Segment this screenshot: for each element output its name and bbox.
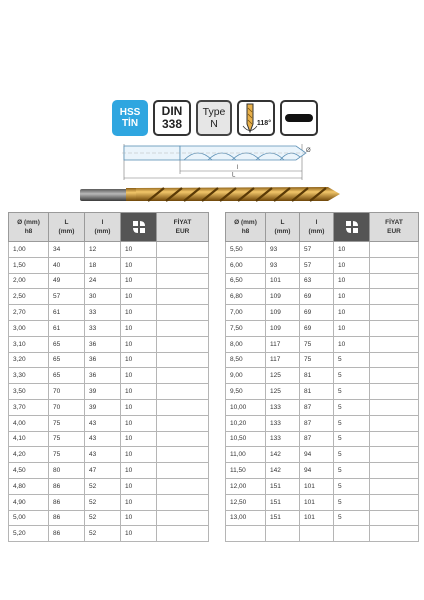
diameter-cell: 1,50 <box>9 257 49 273</box>
table-row <box>226 242 419 258</box>
diameter-cell: 2,00 <box>9 273 49 289</box>
table-row <box>226 415 419 431</box>
price-header <box>370 213 419 242</box>
flute-length-cell: 43 <box>85 415 121 431</box>
table-row <box>226 336 419 352</box>
diameter-cell: 3,70 <box>9 399 49 415</box>
length-cell: 133 <box>266 431 300 447</box>
length-cell: 86 <box>49 510 85 526</box>
flute-length-cell: 36 <box>85 352 121 368</box>
quantity-cell: 5 <box>334 447 370 463</box>
quantity-cell: 10 <box>334 336 370 352</box>
price-cell <box>157 526 209 542</box>
table-row <box>226 384 419 400</box>
flute-length-cell: 12 <box>85 242 121 258</box>
package-quantity-icon <box>121 213 157 242</box>
length-cell: 93 <box>266 242 300 258</box>
length-header <box>49 213 85 242</box>
quantity-cell: 5 <box>334 431 370 447</box>
diameter-cell: 12,50 <box>226 494 266 510</box>
price-cell <box>370 273 419 289</box>
diameter-cell: 7,00 <box>226 305 266 321</box>
diameter-cell: 7,50 <box>226 320 266 336</box>
price-cell <box>370 399 419 415</box>
price-header-line1: FİYAT <box>385 219 403 226</box>
diameter-cell: 9,00 <box>226 368 266 384</box>
flute-length-cell: 43 <box>85 431 121 447</box>
flute-length-cell: 69 <box>300 289 334 305</box>
price-header-line2: EUR <box>175 228 190 235</box>
diameter-header <box>226 213 266 242</box>
quantity-cell: 5 <box>334 478 370 494</box>
diameter-cell <box>226 526 266 542</box>
flute-length-cell: 36 <box>85 368 121 384</box>
price-header-line1: FİYAT <box>173 219 192 226</box>
table-row <box>9 242 209 258</box>
diameter-cell: 10,20 <box>226 415 266 431</box>
table-row <box>9 384 209 400</box>
flute-length-cell: 75 <box>300 336 334 352</box>
table-row <box>9 510 209 526</box>
quantity-cell: 5 <box>334 510 370 526</box>
quantity-cell: 10 <box>121 510 157 526</box>
diameter-cell: 5,20 <box>9 526 49 542</box>
flute-length-cell: 18 <box>85 257 121 273</box>
quantity-cell: 5 <box>334 368 370 384</box>
diameter-header <box>9 213 49 242</box>
quantity-cell: 10 <box>121 526 157 542</box>
quantity-cell: 10 <box>334 257 370 273</box>
length-cell: 133 <box>266 399 300 415</box>
flute-length-cell: 87 <box>300 431 334 447</box>
table-row <box>9 320 209 336</box>
price-cell <box>157 447 209 463</box>
quantity-cell: 10 <box>121 305 157 321</box>
flute-length-header <box>300 213 334 242</box>
price-cell <box>157 478 209 494</box>
price-cell <box>157 352 209 368</box>
price-cell <box>157 336 209 352</box>
length-cell: 70 <box>49 399 85 415</box>
flute-length-header-line1: l <box>101 219 104 226</box>
length-cell: 61 <box>49 320 85 336</box>
table-row <box>9 368 209 384</box>
quantity-cell: 10 <box>121 242 157 258</box>
length-cell: 49 <box>49 273 85 289</box>
flute-length-cell: 39 <box>85 399 121 415</box>
diameter-cell: 9,50 <box>226 384 266 400</box>
length-cell: 40 <box>49 257 85 273</box>
total-length-label: L <box>232 172 236 179</box>
flute-length-cell: 75 <box>300 352 334 368</box>
diameter-cell: 6,50 <box>226 273 266 289</box>
table-row <box>226 352 419 368</box>
standard-badge <box>153 100 191 136</box>
flute-length-cell: 101 <box>300 478 334 494</box>
length-header-line1: L <box>64 219 69 226</box>
diameter-cell: 5,50 <box>226 242 266 258</box>
flute-length-cell: 36 <box>85 336 121 352</box>
table-row <box>226 447 419 463</box>
flute-length-cell: 33 <box>85 320 121 336</box>
price-cell <box>157 242 209 258</box>
quantity-cell: 10 <box>334 273 370 289</box>
price-cell <box>157 415 209 431</box>
material-badge-line1: HSS <box>119 107 141 118</box>
badge-row <box>112 100 322 136</box>
length-cell: 109 <box>266 305 300 321</box>
length-cell: 117 <box>266 352 300 368</box>
table-row <box>9 305 209 321</box>
flute-length-cell: 52 <box>85 478 121 494</box>
table-row <box>226 399 419 415</box>
table-row <box>226 526 419 542</box>
flute-length-header-line1: l <box>315 219 318 226</box>
quantity-cell <box>334 526 370 542</box>
table-row <box>226 463 419 479</box>
table-row <box>9 352 209 368</box>
length-header-line2: (mm) <box>274 228 291 235</box>
length-header <box>266 213 300 242</box>
flute-length-cell: 52 <box>85 494 121 510</box>
flute-length-cell: 81 <box>300 384 334 400</box>
flute-length-cell: 47 <box>85 463 121 479</box>
right-header-row <box>226 213 419 242</box>
diameter-cell: 2,70 <box>9 305 49 321</box>
flute-length-cell: 33 <box>85 305 121 321</box>
quantity-cell: 10 <box>121 415 157 431</box>
flute-length-cell: 30 <box>85 289 121 305</box>
type-badge <box>196 100 232 136</box>
price-cell <box>157 257 209 273</box>
flute-length-label: l <box>237 165 239 171</box>
quantity-cell: 10 <box>121 368 157 384</box>
length-cell: 109 <box>266 289 300 305</box>
table-row <box>226 273 419 289</box>
diameter-cell: 6,80 <box>226 289 266 305</box>
flute-length-cell: 63 <box>300 273 334 289</box>
price-cell <box>157 368 209 384</box>
length-header-line2: (mm) <box>58 228 75 235</box>
standard-badge-line2: 338 <box>161 117 183 131</box>
length-cell: 75 <box>49 431 85 447</box>
diameter-cell: 5,00 <box>9 510 49 526</box>
length-cell: 117 <box>266 336 300 352</box>
flute-length-cell: 87 <box>300 415 334 431</box>
flute-length-cell: 43 <box>85 447 121 463</box>
length-cell: 101 <box>266 273 300 289</box>
length-cell: 80 <box>49 463 85 479</box>
length-cell: 151 <box>266 510 300 526</box>
left-header-row <box>9 213 209 242</box>
length-cell: 75 <box>49 415 85 431</box>
diameter-header-line2: h8 <box>241 228 250 235</box>
quantity-cell: 5 <box>334 399 370 415</box>
price-cell <box>157 399 209 415</box>
diameter-label: Ø <box>306 148 311 154</box>
table-row <box>9 336 209 352</box>
flute-length-cell: 101 <box>300 494 334 510</box>
length-cell: 75 <box>49 447 85 463</box>
length-cell: 65 <box>49 368 85 384</box>
length-cell: 151 <box>266 494 300 510</box>
table-row <box>9 289 209 305</box>
length-cell <box>266 526 300 542</box>
length-cell: 142 <box>266 447 300 463</box>
price-cell <box>370 463 419 479</box>
type-badge-line1: Type <box>202 106 226 118</box>
diameter-cell: 3,20 <box>9 352 49 368</box>
drill-schematic <box>120 140 310 184</box>
price-header-line2: EUR <box>387 228 401 235</box>
price-cell <box>370 352 419 368</box>
length-cell: 86 <box>49 526 85 542</box>
quantity-cell: 10 <box>121 478 157 494</box>
quantity-cell: 10 <box>121 320 157 336</box>
quantity-cell: 10 <box>121 384 157 400</box>
price-cell <box>370 478 419 494</box>
material-badge <box>112 100 148 136</box>
diameter-header-line2: h8 <box>24 228 33 235</box>
flute-length-cell: 52 <box>85 510 121 526</box>
length-cell: 61 <box>49 305 85 321</box>
flute-length-cell: 94 <box>300 463 334 479</box>
price-cell <box>370 384 419 400</box>
price-cell <box>370 320 419 336</box>
diameter-cell: 3,30 <box>9 368 49 384</box>
quantity-cell: 5 <box>334 352 370 368</box>
price-cell <box>370 305 419 321</box>
flute-length-header-line2: (mm) <box>94 228 111 235</box>
diameter-cell: 6,00 <box>226 257 266 273</box>
flute-length-header-line2: (mm) <box>308 228 325 235</box>
table-row <box>9 431 209 447</box>
diameter-cell: 13,00 <box>226 510 266 526</box>
table-row <box>9 494 209 510</box>
price-cell <box>157 384 209 400</box>
table-row <box>9 399 209 415</box>
length-cell: 133 <box>266 415 300 431</box>
quantity-cell: 10 <box>334 289 370 305</box>
quantity-cell: 10 <box>121 399 157 415</box>
table-row <box>226 368 419 384</box>
diameter-cell: 1,00 <box>9 242 49 258</box>
diameter-cell: 2,50 <box>9 289 49 305</box>
diameter-cell: 11,50 <box>226 463 266 479</box>
quantity-cell: 5 <box>334 415 370 431</box>
diameter-header-line1: Ø (mm) <box>17 219 40 226</box>
diameter-cell: 10,00 <box>226 399 266 415</box>
length-cell: 65 <box>49 336 85 352</box>
price-cell <box>157 431 209 447</box>
table-row <box>226 257 419 273</box>
price-cell <box>370 415 419 431</box>
table-row <box>9 257 209 273</box>
length-cell: 93 <box>266 257 300 273</box>
flute-length-cell: 87 <box>300 399 334 415</box>
type-badge-line2: N <box>210 118 218 130</box>
drill-point-angle-svg <box>239 102 273 134</box>
flute-length-cell <box>300 526 334 542</box>
table-row <box>226 494 419 510</box>
table-row <box>226 431 419 447</box>
quantity-cell: 10 <box>121 273 157 289</box>
cylindrical-shank-icon <box>280 100 318 136</box>
price-cell <box>370 368 419 384</box>
quantity-cell: 10 <box>121 431 157 447</box>
quantity-cell: 10 <box>121 352 157 368</box>
table-row <box>9 526 209 542</box>
quantity-cell: 10 <box>121 336 157 352</box>
table-row <box>226 510 419 526</box>
flute-length-cell: 81 <box>300 368 334 384</box>
price-cell <box>370 289 419 305</box>
flute-length-cell: 69 <box>300 320 334 336</box>
flute-length-cell: 94 <box>300 447 334 463</box>
shank-svg <box>284 111 314 125</box>
quantity-cell: 10 <box>334 320 370 336</box>
table-row <box>9 463 209 479</box>
flute-length-cell: 24 <box>85 273 121 289</box>
diameter-cell: 4,50 <box>9 463 49 479</box>
length-cell: 142 <box>266 463 300 479</box>
point-angle-label: 118° <box>256 120 271 127</box>
right-spec-table <box>225 212 419 542</box>
quantity-cell: 10 <box>334 242 370 258</box>
diameter-cell: 8,50 <box>226 352 266 368</box>
diameter-cell: 4,80 <box>9 478 49 494</box>
quantity-cell: 10 <box>121 289 157 305</box>
price-cell <box>157 320 209 336</box>
diameter-cell: 4,00 <box>9 415 49 431</box>
quantity-cell: 10 <box>121 463 157 479</box>
length-cell: 151 <box>266 478 300 494</box>
length-cell: 86 <box>49 494 85 510</box>
quantity-cell: 5 <box>334 384 370 400</box>
table-row <box>226 478 419 494</box>
flute-length-cell: 57 <box>300 257 334 273</box>
price-cell <box>157 494 209 510</box>
table-row <box>9 478 209 494</box>
quantity-cell: 10 <box>334 305 370 321</box>
material-badge-line2: TİN <box>121 118 139 129</box>
diameter-cell: 8,00 <box>226 336 266 352</box>
quantity-cell: 5 <box>334 494 370 510</box>
diameter-cell: 3,00 <box>9 320 49 336</box>
flute-length-header <box>85 213 121 242</box>
flute-length-cell: 57 <box>300 242 334 258</box>
diameter-cell: 4,90 <box>9 494 49 510</box>
price-cell <box>157 273 209 289</box>
diameter-cell: 3,50 <box>9 384 49 400</box>
drill-point-angle-icon <box>237 100 275 136</box>
price-cell <box>157 289 209 305</box>
quantity-cell: 5 <box>334 463 370 479</box>
price-cell <box>370 526 419 542</box>
flute-length-cell: 69 <box>300 305 334 321</box>
length-cell: 34 <box>49 242 85 258</box>
price-cell <box>370 336 419 352</box>
price-cell <box>157 463 209 479</box>
left-spec-table <box>8 212 209 542</box>
quantity-cell: 10 <box>121 494 157 510</box>
diameter-cell: 4,10 <box>9 431 49 447</box>
price-header <box>157 213 209 242</box>
table-row <box>9 273 209 289</box>
diameter-header-line1: Ø (mm) <box>234 219 257 226</box>
diameter-cell: 12,00 <box>226 478 266 494</box>
package-quantity-icon <box>334 213 370 242</box>
flute-length-cell: 101 <box>300 510 334 526</box>
table-row <box>9 415 209 431</box>
standard-badge-line1: DIN <box>161 104 183 118</box>
drill-bit-photo <box>78 182 342 206</box>
length-cell: 109 <box>266 320 300 336</box>
price-cell <box>370 494 419 510</box>
length-cell: 70 <box>49 384 85 400</box>
diameter-cell: 11,00 <box>226 447 266 463</box>
price-cell <box>370 510 419 526</box>
price-cell <box>370 447 419 463</box>
price-cell <box>157 510 209 526</box>
length-cell: 57 <box>49 289 85 305</box>
length-cell: 86 <box>49 478 85 494</box>
price-cell <box>370 431 419 447</box>
table-row <box>226 305 419 321</box>
quantity-cell: 10 <box>121 447 157 463</box>
length-cell: 125 <box>266 384 300 400</box>
table-row <box>226 320 419 336</box>
length-cell: 65 <box>49 352 85 368</box>
price-cell <box>370 257 419 273</box>
diameter-cell: 10,50 <box>226 431 266 447</box>
quantity-cell: 10 <box>121 257 157 273</box>
length-cell: 125 <box>266 368 300 384</box>
table-row <box>9 447 209 463</box>
length-header-line1: L <box>280 219 285 226</box>
flute-length-cell: 52 <box>85 526 121 542</box>
diameter-cell: 3,10 <box>9 336 49 352</box>
flute-length-cell: 39 <box>85 384 121 400</box>
price-cell <box>157 305 209 321</box>
diameter-cell: 4,20 <box>9 447 49 463</box>
price-cell <box>370 242 419 258</box>
table-row <box>226 289 419 305</box>
